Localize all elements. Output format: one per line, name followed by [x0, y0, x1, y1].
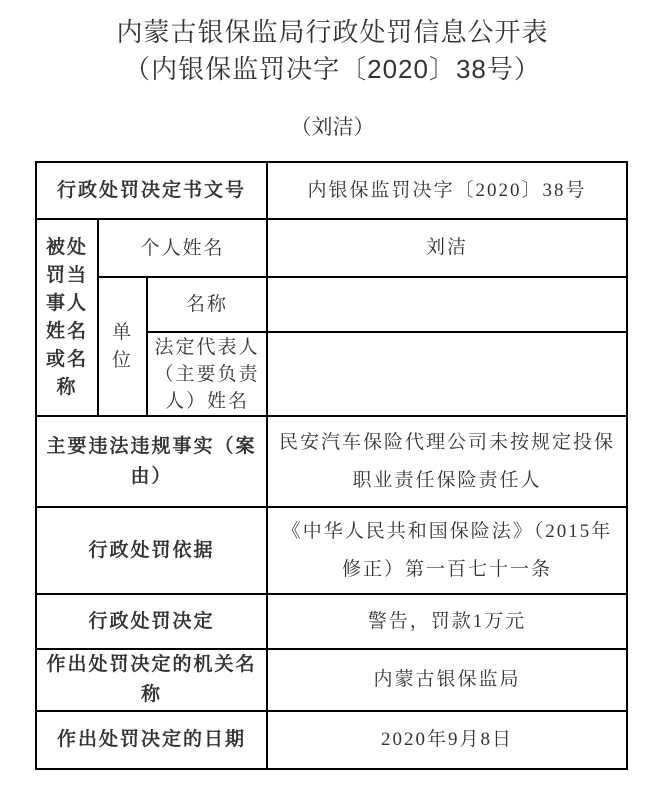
row-individual-name — [36, 219, 627, 277]
basis-label: 行政处罚依据 — [36, 507, 267, 594]
facts-label: 主要违法违规事实（案由） — [36, 416, 267, 507]
doc-number-label: 行政处罚决定书文号 — [36, 162, 267, 219]
document-title-line1: 内蒙古银保监局行政处罚信息公开表 — [116, 17, 549, 47]
legal-rep-label: 法定代表人（主要负责人）姓名 — [147, 332, 267, 416]
authority-value: 内蒙古银保监局 — [267, 649, 627, 711]
unit-label: 单位 — [98, 277, 147, 416]
row-date — [36, 711, 627, 769]
row-doc-number — [36, 162, 627, 219]
basis-value: 《中华人民共和国保险法》（2015年修正）第一百七十一条 — [267, 507, 627, 594]
row-basis — [36, 507, 627, 594]
penalty-disclosure-table — [35, 161, 628, 770]
row-unit-name — [36, 277, 627, 332]
legal-rep-value — [267, 332, 627, 416]
facts-value: 民安汽车保险代理公司未按规定投保职业责任保险责任人 — [267, 416, 627, 507]
doc-number-value: 内银保监罚决字〔2020〕38号 — [267, 162, 627, 219]
row-facts — [36, 416, 627, 507]
row-authority — [36, 649, 627, 711]
individual-name-label: 个人姓名 — [98, 219, 267, 277]
row-decision — [36, 594, 627, 649]
decision-value: 警告，罚款1万元 — [267, 594, 627, 649]
document-title — [0, 0, 665, 88]
date-label: 作出处罚决定的日期 — [36, 711, 267, 769]
authority-label: 作出处罚决定的机关名称 — [36, 649, 267, 711]
party-group-label: 被处罚当事人姓名或名称 — [36, 219, 98, 416]
unit-name-value — [267, 277, 627, 332]
document-title-line2: （内银保监罚决字〔2020〕38号） — [124, 54, 541, 84]
individual-name-value: 刘洁 — [267, 219, 627, 277]
person-caption: （刘洁） — [290, 116, 375, 139]
unit-name-label: 名称 — [147, 277, 267, 332]
date-value: 2020年9月8日 — [267, 711, 627, 769]
decision-label: 行政处罚决定 — [36, 594, 267, 649]
